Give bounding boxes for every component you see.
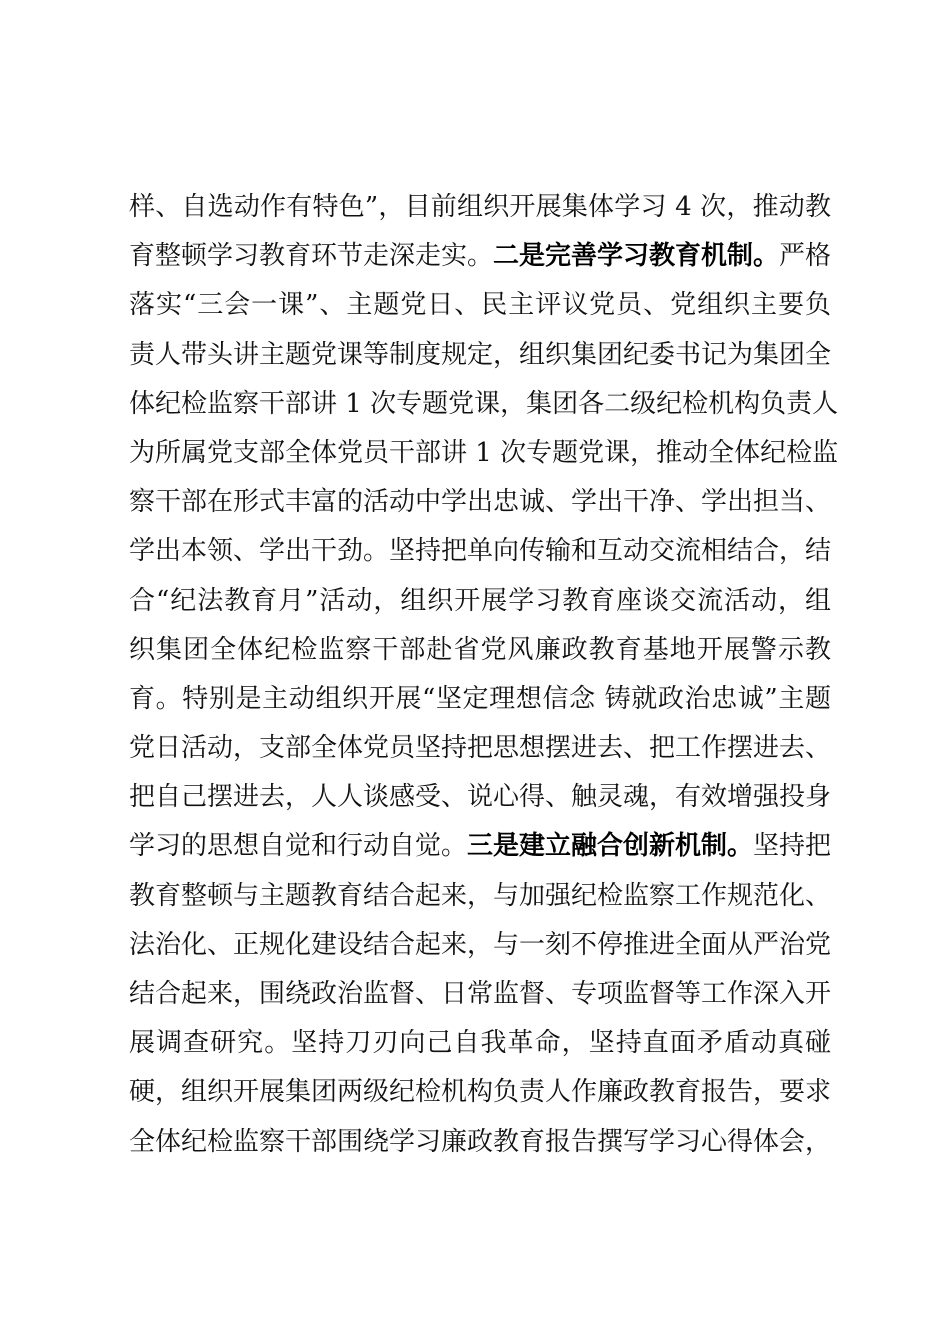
text-line [129,183,831,232]
body-text-segment: 样、自选动作有特色”，目前组织开展集体学习 4 次，推动教 [129,192,831,222]
text-line [129,331,831,380]
text-line [129,626,831,675]
text-line [129,232,831,281]
text-line [129,1019,831,1068]
text-line [129,577,831,626]
text-line [129,822,831,871]
body-text-segment: 党日活动，支部全体党员坚持把思想摆进去、把工作摆进去、 [129,733,832,764]
bold-heading-text: 二是完善学习教育机制。 [493,241,780,272]
body-text-segment: 法治化、正规化建设结合起来，与一刻不停推进全面从严治党 [129,929,832,960]
body-text-segment: 织集团全体纪检监察干部赴省党风廉政教育基地开展警示教 [129,634,831,665]
text-line [129,380,839,429]
body-text-segment: 结合起来，围绕政治监督、日常监督、专项监督等工作深入开 [129,979,832,1009]
text-line [129,527,831,576]
body-text-segment: 坚持把 [753,831,832,862]
body-text-segment: 合“纪法教育月”活动，组织开展学习教育座谈交流活动，组 [129,585,831,616]
body-text-segment: 严格 [779,241,832,272]
body-text-segment: 责人带头讲主题党课等制度规定，组织集团纪委书记为集团全 [129,339,832,370]
body-text-segment: 体纪检监察干部讲 1 次专题党课，集团各二级纪检机构负责人 [129,388,839,419]
body-text-segment: 把自己摆进去，人人谈感受、说心得、触灵魂，有效增强投身 [129,782,832,813]
body-text-segment: 察干部在形式丰富的活动中学出忠诚、学出干净、学出担当、 [129,487,832,518]
bold-heading-text: 三是建立融合创新机制。 [467,831,754,862]
body-text-segment: 全体纪检监察干部围绕学习廉政教育报告撰写学习心得体会， [129,1126,832,1157]
body-text-segment: 教育整顿与主题教育结合起来，与加强纪检监察工作规范化、 [129,880,832,911]
text-line [129,1118,831,1167]
body-text-segment: 为所属党支部全体党员干部讲 1 次专题党课，推动全体纪检监 [129,437,839,468]
text-line [129,970,831,1019]
text-line [129,478,831,527]
text-line [129,281,831,330]
text-line [129,773,831,822]
text-line [129,724,831,773]
body-text-segment: 展调查研究。坚持刀刃向己自我革命，坚持直面矛盾动真碰 [129,1028,831,1059]
body-text-segment: 育。特别是主动组织开展“坚定理想信念 铸就政治忠诚”主题 [129,683,831,714]
text-line [129,872,831,921]
body-text-segment: 育整顿学习教育环节走深走实。 [129,241,494,272]
body-text-segment: 落实“三会一课”、主题党日、民主评议党员、党组织主要负 [129,290,831,321]
body-text [129,183,839,1167]
text-line [129,429,839,478]
text-line [129,1068,831,1117]
text-line [129,675,831,724]
text-line [129,921,831,970]
body-text-segment: 学出本领、学出干劲。坚持把单向传输和互动交流相结合，结 [129,536,832,567]
body-text-segment: 硬，组织开展集团两级纪检机构负责人作廉政教育报告，要求 [129,1077,832,1108]
body-text-segment: 学习的思想自觉和行动自觉。 [129,831,468,862]
